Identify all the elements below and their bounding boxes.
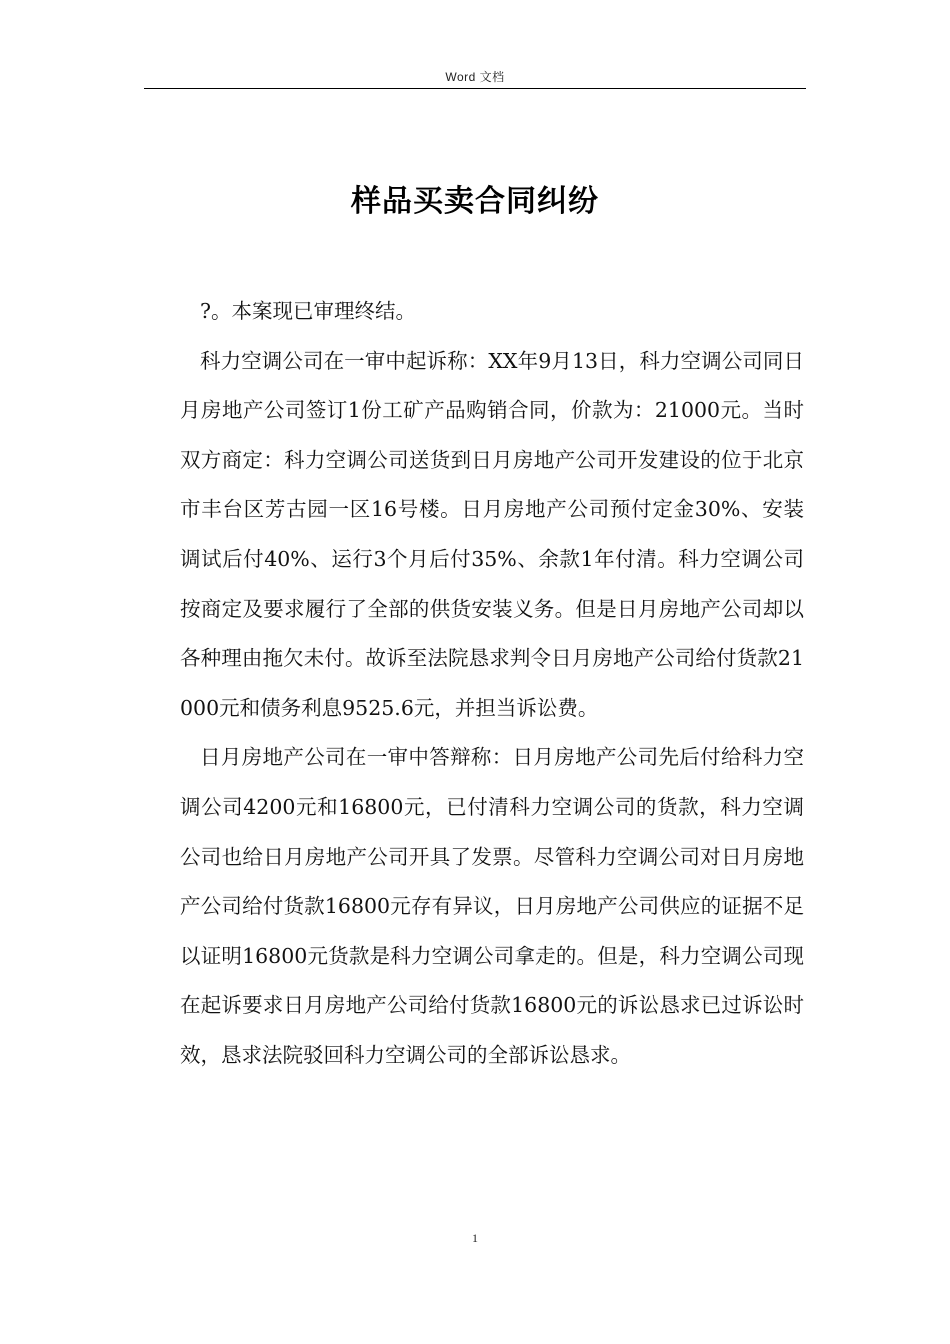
paragraph-3: 日月房地产公司在一审中答辩称：日月房地产公司先后付给科力空调公司4200元和16800元，已付清科力空调公司的货款，科力空调公司也给日月房地产公司开具了发票。尽管科力空调公司对日月房地产公司给付货款16800元存有异议，日月房地产公司供应的证据不足以证明16800元货款是科力空调公司拿走的。但是，科力空调公司现在起诉要求日月房地产公司给付货款16800元的诉讼恳求已过诉讼时效，恳求法院驳回科力空调公司的全部诉讼恳求。 — [180, 745, 804, 1067]
page-number: 1 — [472, 1231, 478, 1245]
document-body — [180, 287, 804, 1081]
paragraph-1: ?。本案现已审理终结。 — [200, 299, 416, 323]
paragraph-2: 科力空调公司在一审中起诉称：XX年9月13日，科力空调公司同日月房地产公司签订1份工矿产品购销合同，价款为：21000元。当时双方商定：科力空调公司送货到日月房地产公司开发建设的位于北京市丰台区芳古园一区16号楼。日月房地产公司预付定金30%、安装调试后付40%、运行3个月后付35%、余款1年付清。科力空调公司按商定及要求履行了全部的供货安装义务。但是日月房地产公司却以各种理由拖欠未付。故诉至法院恳求判令日月房地产公司给付货款21000元和债务利息9525.6元，并担当诉讼费。 — [180, 348, 804, 720]
document-title: 样品买卖合同纠纷 — [351, 184, 599, 220]
header-label: Word 文档 — [445, 70, 505, 84]
header-divider — [144, 88, 806, 89]
